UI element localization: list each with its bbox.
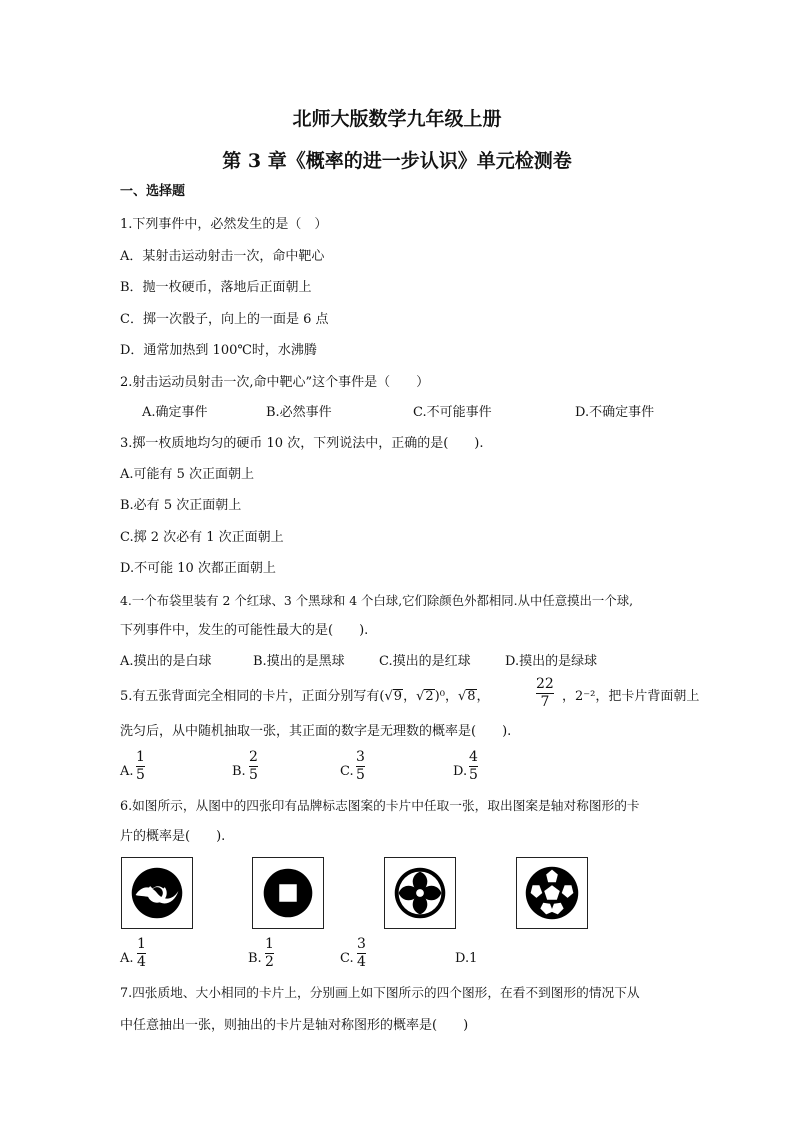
- fraction-denominator: 4: [137, 954, 146, 970]
- question-5-option-b-fraction: [249, 750, 258, 783]
- square-hole-coin-icon: [253, 858, 323, 928]
- fraction-22-7: [536, 677, 554, 710]
- sqrt-symbol: √: [416, 689, 425, 704]
- question-3-option-c: C.掷 2 次必有 1 次正面朝上: [120, 530, 284, 545]
- sqrt-2-radicand: 2: [425, 689, 434, 704]
- question-2-stem: 2.射击运动员射击一次,命中靶心”这个事件是（ ）: [120, 375, 430, 390]
- question-5-stem-line1: [120, 689, 490, 705]
- question-2-option-c: C.不可能事件: [413, 405, 492, 420]
- question-3-option-d: D.不可能 10 次都正面朝上: [120, 561, 276, 576]
- fraction-numerator: 4: [469, 749, 478, 765]
- question-1-option-a: A．某射击运动射击一次，命中靶心: [120, 249, 325, 264]
- separator: ，: [403, 689, 417, 704]
- question-3-option-a: A.可能有 5 次正面朝上: [120, 467, 255, 482]
- question-5-option-d-label: D.: [453, 764, 468, 779]
- fraction-denominator: 5: [249, 767, 258, 783]
- question-6-option-a-label: A.: [120, 951, 134, 966]
- question-1-option-b: B．抛一枚硬币，落地后正面朝上: [120, 280, 312, 295]
- question-5-option-a-label: A.: [120, 764, 134, 779]
- logo-card-swirl: [121, 857, 193, 929]
- fraction-numerator: 22: [536, 676, 554, 692]
- sqrt-symbol: √: [457, 689, 467, 704]
- question-7-stem-line2: 中任意抽出一张，则抽出的卡片是轴对称图形的概率是( ): [120, 1018, 469, 1033]
- question-6-option-b-label: B.: [248, 951, 262, 966]
- question-5-stem-line2: 洗匀后，从中随机抽取一张，其正面的数字是无理数的概率是( ).: [120, 724, 512, 739]
- question-5-option-c-label: C.: [340, 764, 354, 779]
- question-4-option-d: D.摸出的是绿球: [505, 654, 598, 669]
- logo-card-petals: [384, 857, 456, 929]
- document-subtitle: 第 3 章《概率的进一步认识》单元检测卷: [222, 150, 572, 172]
- logo-card-coin: [252, 857, 324, 929]
- fraction-numerator: 3: [356, 749, 365, 765]
- question-1-stem: 1.下列事件中，必然发生的是（ ）: [120, 217, 328, 232]
- logo-card-pentagons: [516, 857, 588, 929]
- question-6-option-a-fraction: [137, 937, 146, 970]
- question-4-stem-line1: 4.一个布袋里装有 2 个红球、3 个黑球和 4 个白球,它们除颜色外都相同.从中任意摸出一个球,: [120, 593, 634, 608]
- question-6-option-c-fraction: [357, 937, 366, 970]
- question-5-stem-post: ，2⁻²，把卡片背面朝上: [562, 689, 700, 704]
- question-1-option-d: D．通常加热到 100℃时，水沸腾: [120, 343, 317, 358]
- fraction-denominator: 5: [136, 767, 145, 783]
- question-6-option-c-label: C.: [340, 951, 354, 966]
- document-title: 北师大版数学九年级上册: [292, 108, 502, 130]
- question-4-option-a: A.摸出的是白球: [120, 654, 212, 669]
- fraction-numerator: 3: [357, 936, 366, 952]
- fraction-denominator: 4: [357, 954, 366, 970]
- question-2-option-d: D.不确定事件: [575, 405, 655, 420]
- question-4-stem-line2: 下列事件中，发生的可能性最大的是( ).: [120, 623, 369, 638]
- question-4-option-b: B.摸出的是黑球: [253, 654, 345, 669]
- question-3-option-b: B.必有 5 次正面朝上: [120, 498, 242, 513]
- fraction-denominator: 2: [265, 954, 274, 970]
- question-5-option-a-fraction: [136, 750, 145, 783]
- sqrt-symbol: √: [384, 689, 393, 704]
- four-petal-logo-icon: [385, 858, 455, 928]
- question-5-stem-pre: 5.有五张背面完全相同的卡片，正面分别写有(: [120, 689, 385, 704]
- section-heading: 一、选择题: [120, 184, 186, 199]
- question-2-option-a: A.确定事件: [142, 405, 208, 420]
- question-4-option-c: C.摸出的是红球: [379, 654, 471, 669]
- question-6-stem-line2: 片的概率是( ).: [120, 829, 226, 844]
- fraction-denominator: 7: [540, 694, 550, 710]
- question-5-option-c-fraction: [356, 750, 365, 783]
- separator: ，: [476, 689, 490, 704]
- question-7-stem-line1: 7.四张质地、大小相同的卡片上，分别画上如下图所示的四个图形，在看不到图形的情况下从: [120, 985, 640, 1000]
- fraction-denominator: 5: [356, 767, 365, 783]
- question-5-option-d-fraction: [469, 750, 478, 783]
- question-6-option-b-fraction: [265, 937, 274, 970]
- swirl-logo-icon: [122, 858, 192, 928]
- fraction-numerator: 1: [137, 936, 146, 952]
- question-6-option-d: D.1: [455, 951, 478, 966]
- question-2-option-b: B.必然事件: [266, 405, 332, 420]
- question-3-stem: 3.掷一枚质地均匀的硬币 10 次，下列说法中，正确的是( ).: [120, 436, 484, 451]
- pentagon-flower-logo-icon: [517, 858, 587, 928]
- question-6-stem-line1: 6.如图所示，从图中的四张印有品牌标志图案的卡片中任取一张，取出图案是轴对称图形的卡: [120, 798, 640, 813]
- question-1-option-c: C．掷一次骰子，向上的一面是 6 点: [120, 312, 329, 327]
- question-5-option-b-label: B.: [232, 764, 246, 779]
- sqrt-9-radicand: 9: [393, 689, 403, 704]
- fraction-numerator: 1: [265, 936, 274, 952]
- separator: )⁰，: [434, 689, 458, 704]
- fraction-numerator: 2: [249, 749, 258, 765]
- fraction-numerator: 1: [136, 749, 145, 765]
- fraction-denominator: 5: [469, 767, 478, 783]
- sqrt-8-radicand: 8: [467, 689, 476, 704]
